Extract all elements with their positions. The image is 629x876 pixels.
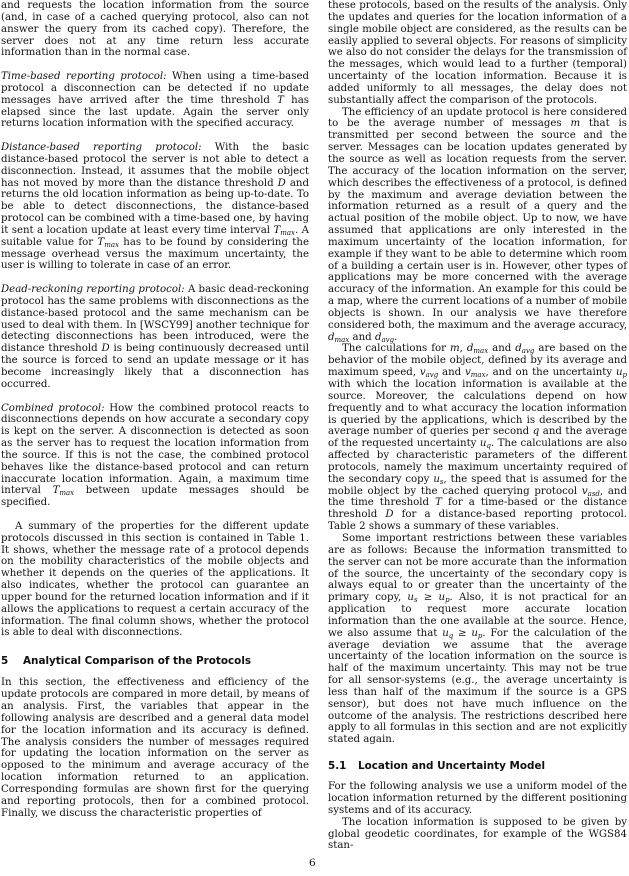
paragraph-efficiency: The efficiency of an update protocol is here considered to be the average number of messages m that is transmitted per second between the source and the server. Messages can be location updates generated by the source as well as location requests from the server. The accuracy of the location information on the server, which describes the effectiveness of a protocol, is defined by the maximum and average deviation between the information returned as a result of a query and the actual position of the mobile object. Up to now, we have assumed that applications are only interested in the maximum uncertainty of the location information, for example if they want to be able to determine which room of a building a certain user is in. However, other types of applications may be more concerned with the average accuracy of the information. An example for this could be a map, where the current locations of a number of mobile objects is shown. In our analysis we have therefore considered both, the maximum and the average accuracy, $d_{max}$ and $d_{avg}$. bbox=[328, 106, 627, 344]
paragraph-summary: A summary of the properties for the different update protocols discussed in this section is contained in Table 1. It shows, whether the message rate of a protocol depends on the mobility characteristics of the mobile objects and whether it depends on the queries of the applications. It also indicates, whether the protocol can guarantee an upper bound for the returned location information and if it allows the applications to request a certain accuracy of the information. The final column shows, whether the protocol is able to deal with disconnections. bbox=[1, 520, 309, 639]
paragraph-distance-based-protocol: Distance-based reporting protocol: With the basic distance-based protocol the server is not able to detect a disconnection. Instead, it assumes that the mobile object has not moved by more than the distance threshold D and returns the old location information as being up-to-date. To be able to detect disconnections, the distance-based protocol can be combined with a time-based one, by having it sent a location update at least every time interval $T_{max}$. A suitable value for $T_{max}$ has to be found by considering the message overhead versus the maximum uncertainty, the user is willing to tolerate in case of an error. bbox=[1, 142, 309, 272]
paragraph-location-model-intro: For the following analysis we use a uniform model of the location information returned by the different positioning systems and of its accuracy. bbox=[328, 781, 627, 816]
paragraph-time-based-protocol: Time-based reporting protocol: When using a time-based protocol a disconnection can be detected if no update messages have arrived after the time threshold T has elapsed since the last update. Again the server only returns location information with the specified accuracy. bbox=[1, 71, 309, 130]
runin-heading-dead-reckoning: Dead-reckoning reporting protocol: bbox=[1, 284, 185, 296]
right-column bbox=[328, 0, 627, 852]
page-number: 6 bbox=[309, 857, 316, 869]
runin-heading-distance-based: Distance-based reporting protocol: bbox=[1, 142, 202, 154]
paragraph-calculations: The calculations for m, $d_{max}$ and $d_{avg}$ are based on the behavior of the mobile object, defined by its average and maximum speed, $v_{avg}$ and $v_{max}$, and on the uncertainty $u_p$ with which the location information is available at the source. Moreover, the calculations depend on how frequently and to what accuracy the location information is queried by the applications, which is described by the average number of queries per second q and the average of the requested uncertainty $u_q$. The calculations are also affected by characteristic parameters of the different protocols, namely the maximum uncertainty required of the secondary copy $u_s$, the speed that is assumed for the mobile object by the cached querying protocol $v_{asd}$, and the time threshold T for a time-based or the distance threshold D for a distance-based reporting protocol. Table 2 shows a summary of these variables. bbox=[328, 343, 628, 533]
runin-heading-combined: Combined protocol: bbox=[1, 402, 105, 414]
paragraph-section5-intro: In this section, the effectiveness and efficiency of the update protocols are compared in more detail, by means of an analysis. First, the variables that appear in the following analysis are described and a general data model for the location information and its accuracy is defined. The analysis considers the number of messages required for updating the location information on the server as opposed to the minimum and average accuracy of the location information returned to an application. Corresponding formulas are shown first for the querying and reporting protocols, then for a combined protocol. Finally, we discuss the characteristic properties of bbox=[1, 677, 309, 819]
section-heading-5: 5 Analytical Comparison of the Protocols bbox=[1, 655, 252, 668]
runin-heading-time-based: Time-based reporting protocol: bbox=[1, 71, 167, 83]
paragraph-continuation: and requests the location information from the source (and, in case of a cached querying protocol, also can not answer the query from its cached copy). Therefore, the server does not at any time return less accurate information than in the normal case. bbox=[1, 0, 309, 59]
paragraph-combined-protocol: Combined protocol: How the combined protocol reacts to disconnections depends on how accurate a secondary copy is kept on the server. A disconnection is detected as soon as the server has to request the location information from the source. If this is not the case, the combined protocol behaves like the distance-based protocol and can return inaccurate location information. Again, a maximum time interval $T_{max}$ between update messages should be specified. bbox=[1, 402, 309, 509]
left-column bbox=[1, 0, 309, 819]
paragraph-dead-reckoning-protocol: Dead-reckoning reporting protocol: A basic dead-reckoning protocol has the same problems with disconnections as the distance-based protocol and the same mechanism can be used to deal with them. In [WSCY99] another technique for detecting disconnections has been introduced, were the distance threshold D is being continuously decreased until the source is forced to send an update message or it has become increasingly likely that a disconnection has occurred. bbox=[1, 284, 310, 390]
paragraph-continuation-right: these protocols, based on the results of the analysis. Only the updates and queries for the location information of a single mobile object are considered, as the results can be easily applied to several objects. For reasons of simplicity we also do not consider the delays for the transmission of the messages, which would lead to a further (temporal) uncertainty of the location information. Because it is added uniformly to all messages, the delay does not substantially affect the comparison of the protocols. bbox=[328, 0, 627, 106]
paragraph-location-coordinates: The location information is supposed to be given by global geodetic coordinates, for example of the WGS84 stan- bbox=[328, 816, 627, 852]
paragraph-restrictions: Some important restrictions between these variables are as follows: Because the information transmitted to the server can not be more accurate than the information of the source, the uncertainty of the secondary copy is always equal to or greater than the uncertainty of the primary copy, $u_s \ge u_p$. Also, it is not practical for an application to request more accurate location information than the one available at the source. Hence, we also assume that $u_q \ge u_p$. For the calculation of the average deviation we assume that the average uncertainty of the location information on the source is half of the maximum uncertainty. This may not be true for all sensor-systems (e.g., the average uncertainty is less than half of the maximum if the source is a GPS sensor), but does not have much influence on the outcome of the analysis. The restrictions described here apply to all formulas in this section and are not explicitly stated again. bbox=[328, 532, 628, 746]
section-heading-5-1: 5.1 Location and Uncertainty Model bbox=[328, 760, 546, 773]
